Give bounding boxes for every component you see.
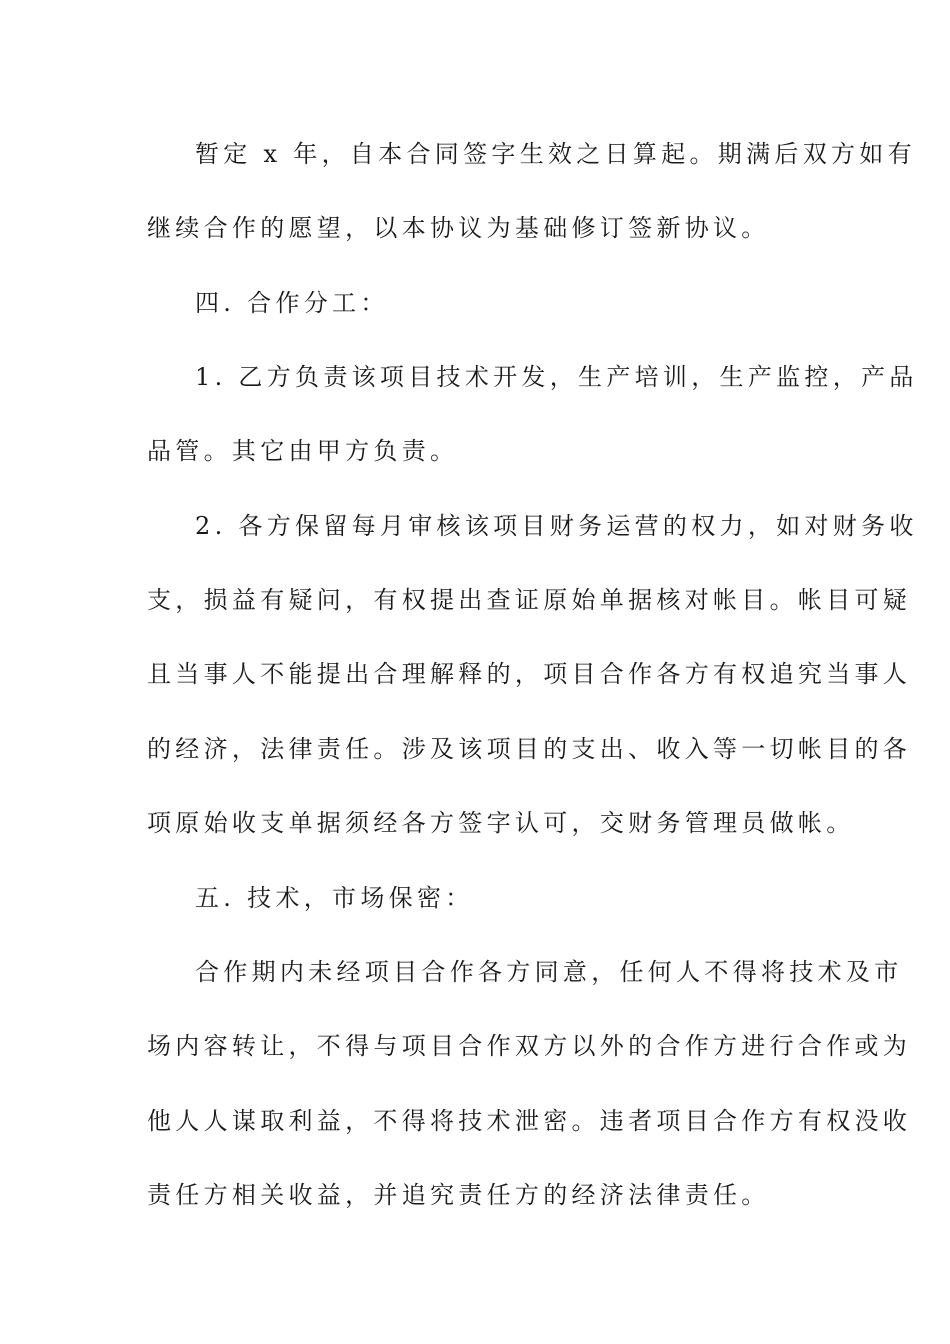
clause-2-line-1: 2. 各方保留每月审核该项目财务运营的权力，如对财务收 (195, 512, 918, 540)
confidentiality-line-3: 他人人谋取利益，不得将技术泄密。违者项目合作方有权没收 (147, 1107, 912, 1135)
section-heading-confidentiality: 五. 技术，市场保密： (195, 884, 474, 912)
confidentiality-line-4: 责任方相关收益，并追究责任方的经济法律责任。 (147, 1181, 770, 1209)
clause-2-line-3: 且当事人不能提出合理解释的，项目合作各方有权追究当事人 (147, 660, 912, 688)
clause-2-line-4: 的经济，法律责任。涉及该项目的支出、收入等一切帐目的各 (147, 735, 912, 763)
clause-2-line-2: 支，损益有疑问，有权提出查证原始单据核对帐目。帐目可疑 (147, 586, 912, 614)
confidentiality-line-1: 合作期内未经项目合作各方同意，任何人不得将技术及市 (195, 958, 903, 986)
paragraph-term-line-1: 暂定 x 年，自本合同签字生效之日算起。期满后双方如有 (195, 140, 916, 168)
clause-2-line-5: 项原始收支单据须经各方签字认可，交财务管理员做帐。 (147, 809, 855, 837)
paragraph-term-line-2: 继续合作的愿望，以本协议为基础修订签新协议。 (147, 214, 770, 242)
section-heading-division-of-work: 四. 合作分工： (195, 289, 389, 317)
clause-1-line-1: 1. 乙方负责该项目技术开发，生产培训，生产监控，产品 (195, 363, 918, 391)
clause-1-line-2: 品管。其它由甲方负责。 (147, 437, 459, 465)
confidentiality-line-2: 场内容转让，不得与项目合作双方以外的合作方进行合作或为 (147, 1032, 912, 1060)
